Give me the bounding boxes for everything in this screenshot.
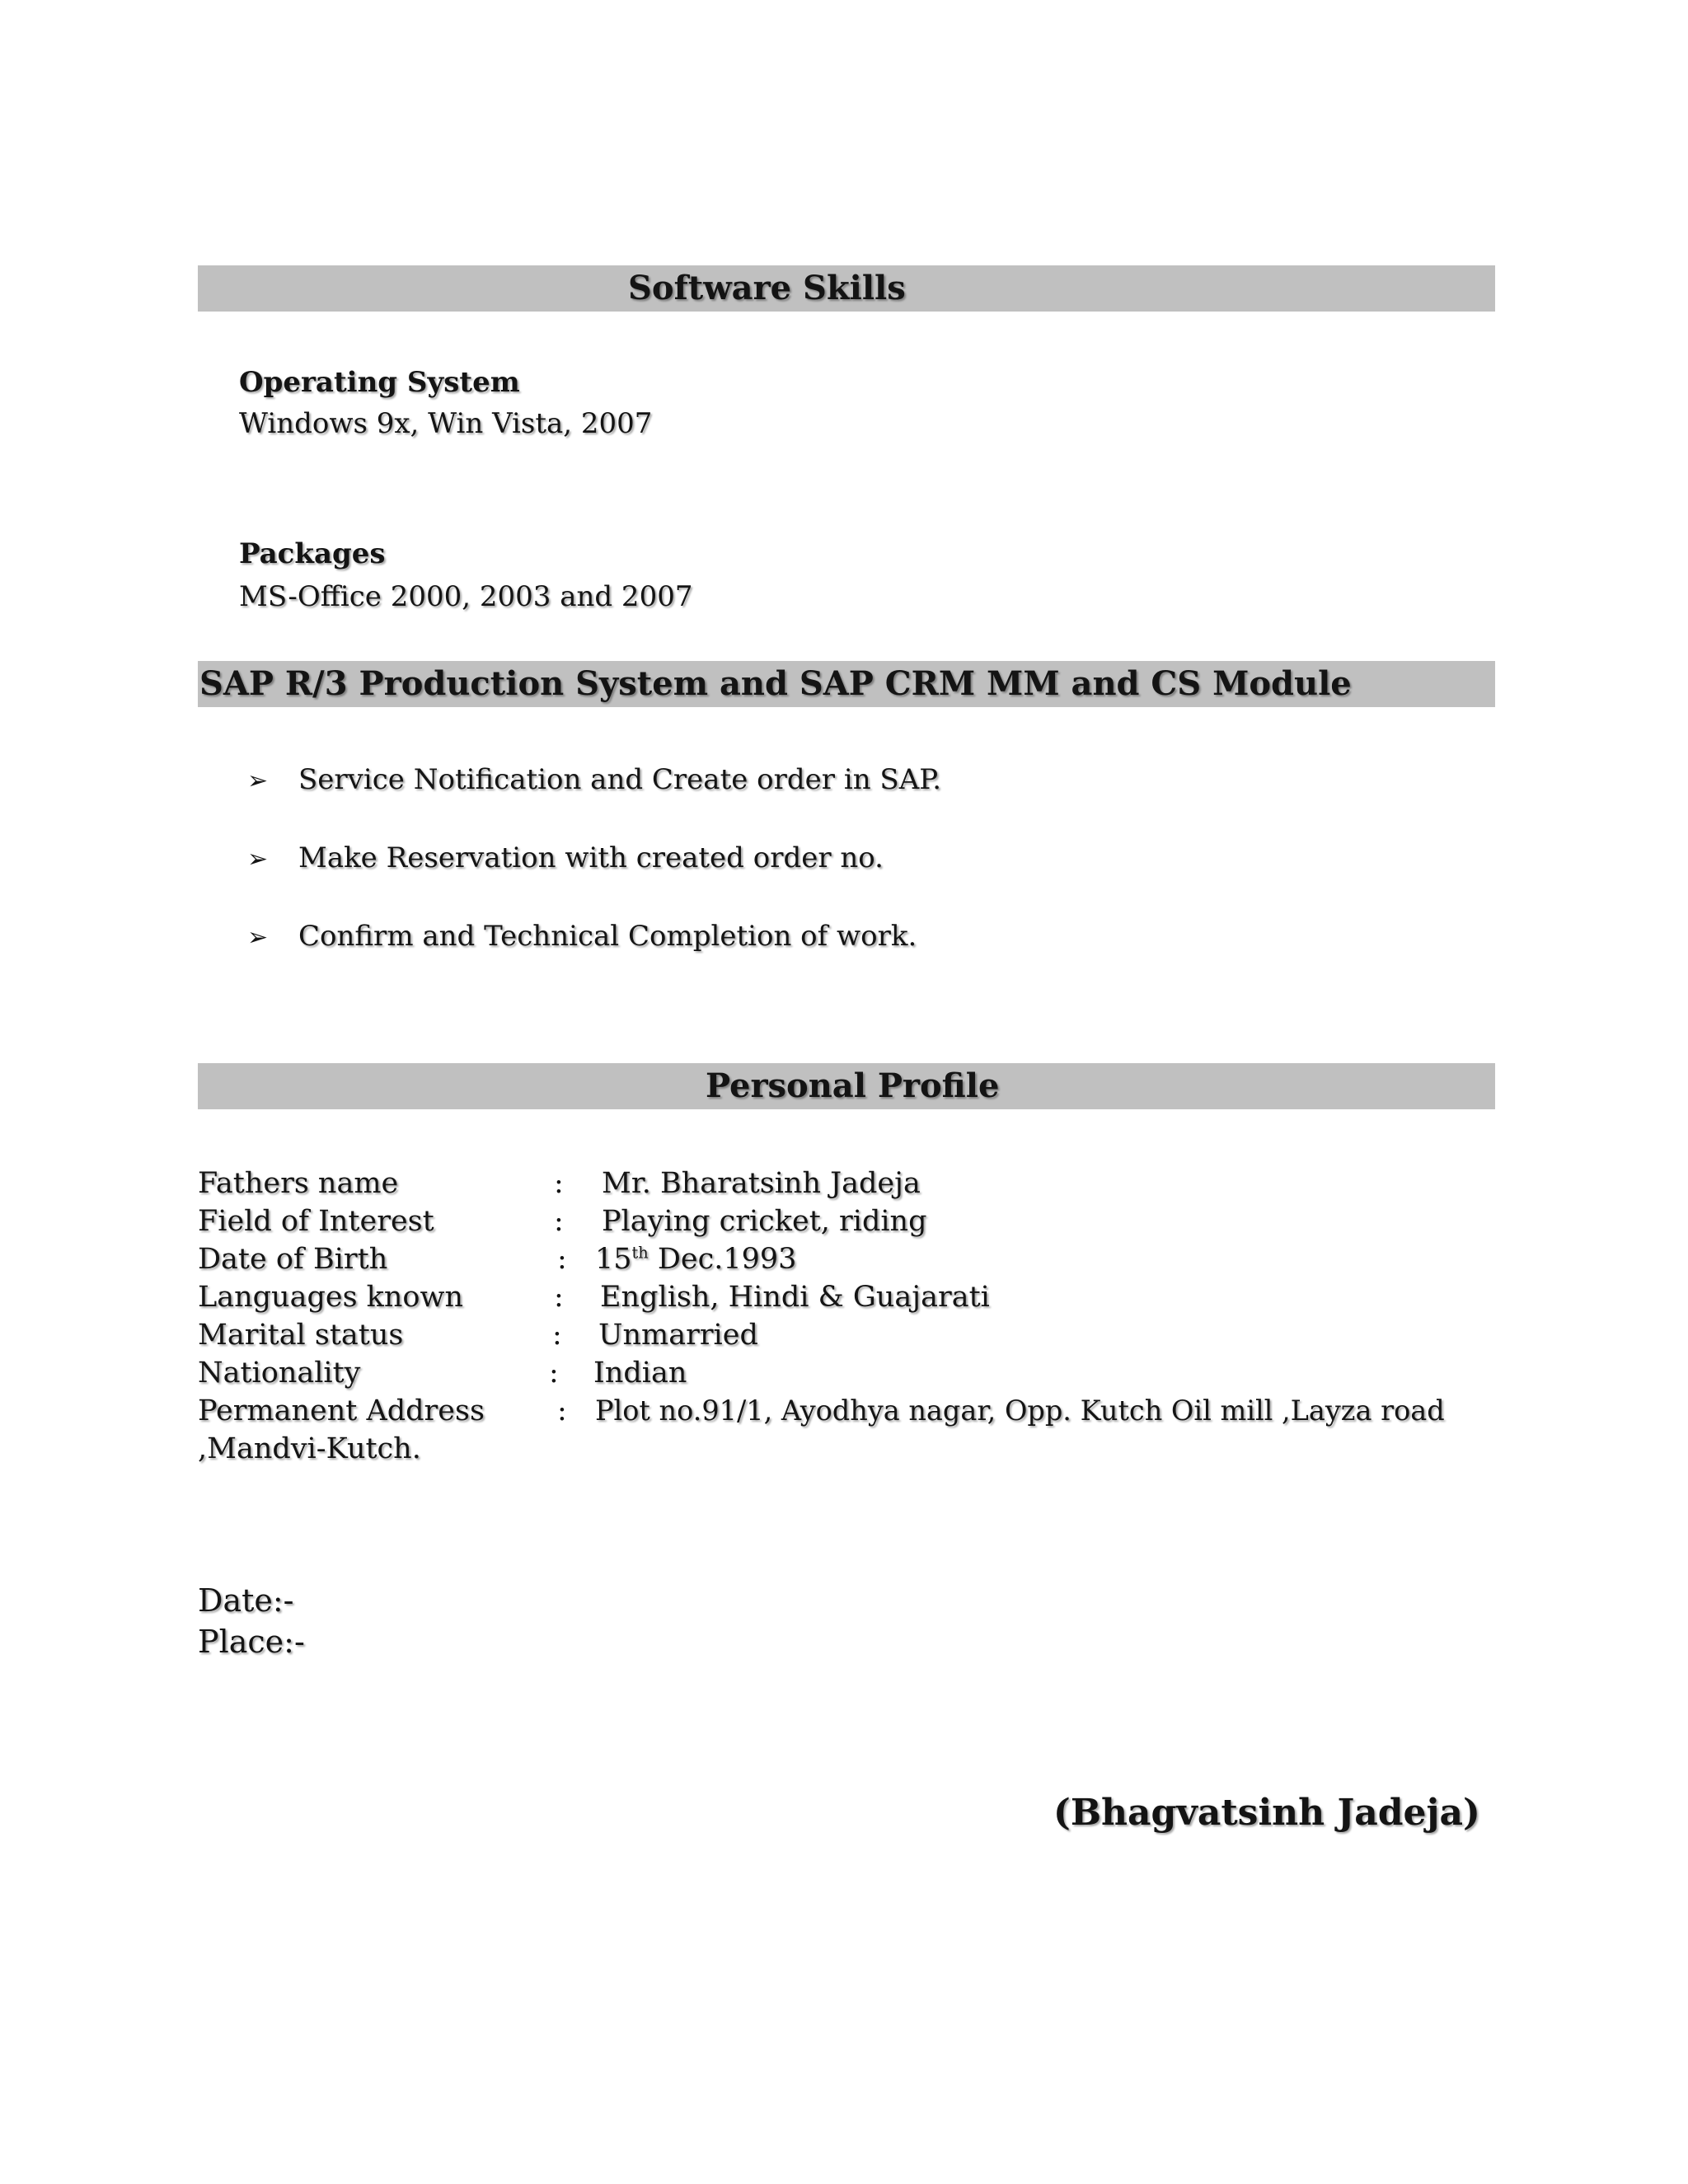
sap-item: Make Reservation with created order no. <box>298 841 884 874</box>
sap-item: Service Notification and Create order in SAP. <box>298 763 942 796</box>
profile-separator: : <box>554 1167 564 1200</box>
packages-value: MS-Office 2000, 2003 and 2007 <box>239 580 693 613</box>
sap-heading-bar <box>198 661 1495 707</box>
profile-address-continuation: ,Mandvi-Kutch. <box>198 1432 421 1465</box>
profile-label: Fathers name <box>198 1167 399 1200</box>
operating-system-value: Windows 9x, Win Vista, 2007 <box>239 407 653 440</box>
profile-separator: : <box>554 1205 564 1238</box>
personal-profile-heading-bar <box>198 1063 1495 1109</box>
profile-separator: : <box>557 1394 567 1427</box>
profile-separator: : <box>554 1281 564 1314</box>
packages-label: Packages <box>239 537 386 570</box>
profile-label: Nationality <box>198 1357 361 1390</box>
operating-system-label: Operating System <box>239 366 520 399</box>
personal-profile-heading: Personal Profile <box>706 1066 1000 1105</box>
profile-value: Playing cricket, riding <box>602 1205 927 1238</box>
dob-rest: Dec.1993 <box>648 1243 797 1276</box>
profile-value-date-of-birth <box>595 1243 796 1276</box>
sap-heading: SAP R/3 Production System and SAP CRM MM and CS Module <box>199 664 1352 703</box>
date-label: Date:- <box>198 1582 294 1619</box>
profile-value-address: Plot no.91/1, Ayodhya nagar, Opp. Kutch Oil mill ,Layza road <box>595 1394 1445 1427</box>
software-skills-heading: Software Skills <box>628 269 906 307</box>
profile-value: English, Hindi & Guajarati <box>600 1281 990 1314</box>
bullet-arrow-icon: ➢ <box>247 845 269 874</box>
profile-label: Date of Birth <box>198 1243 388 1276</box>
profile-value: Mr. Bharatsinh Jadeja <box>602 1167 921 1200</box>
dob-ordinal-suffix: th <box>631 1243 649 1263</box>
signature-name: (Bhagvatsinh Jadeja) <box>1053 1792 1480 1834</box>
software-skills-heading-bar <box>198 265 1495 312</box>
dob-day: 15 <box>595 1243 632 1276</box>
profile-label: Languages known <box>198 1281 463 1314</box>
profile-separator: : <box>552 1319 562 1352</box>
place-label: Place:- <box>198 1624 305 1660</box>
bullet-arrow-icon: ➢ <box>247 766 269 795</box>
profile-label: Field of Interest <box>198 1205 434 1238</box>
sap-item: Confirm and Technical Completion of work. <box>298 920 917 953</box>
profile-separator: : <box>557 1243 567 1276</box>
profile-label: Marital status <box>198 1319 404 1352</box>
bullet-arrow-icon: ➢ <box>247 923 269 952</box>
profile-value: Unmarried <box>598 1319 758 1352</box>
profile-separator: : <box>549 1357 559 1390</box>
profile-value: Indian <box>593 1357 687 1390</box>
profile-label: Permanent Address <box>198 1394 485 1427</box>
